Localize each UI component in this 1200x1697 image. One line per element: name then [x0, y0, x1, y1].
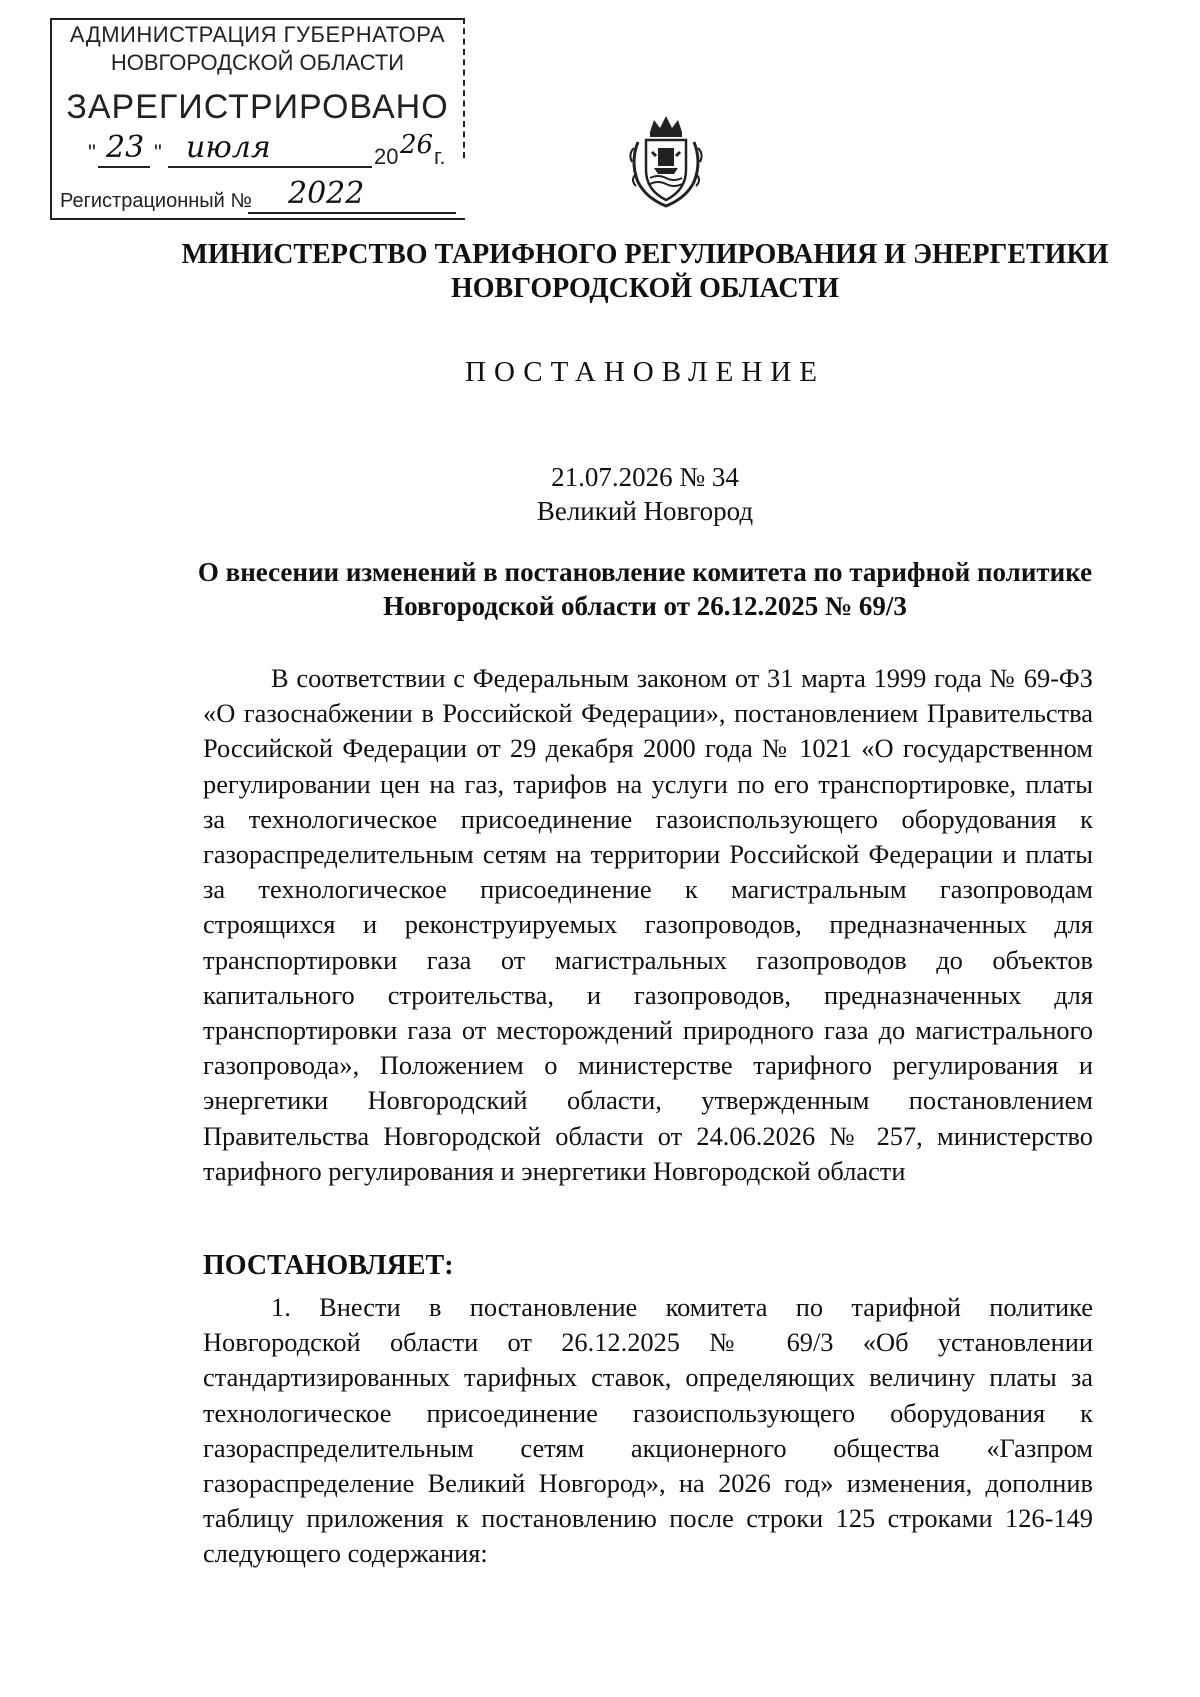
stamp-reg-label: Регистрационный № [60, 190, 252, 212]
novgorod-coat-of-arms-icon [628, 112, 704, 210]
stamp-border-bottom [50, 218, 465, 220]
document-type: ПОСТАНОВЛЕНИЕ [465, 356, 825, 388]
stamp-reg-number: 2022 [288, 176, 365, 211]
document-title [180, 555, 1110, 623]
stamp-month: июля [186, 130, 271, 165]
stamp-registration-number [60, 176, 460, 218]
stamp-month-rule [168, 166, 372, 168]
stamp-day: 23 [106, 130, 145, 165]
stamp-status: ЗАРЕГИСТРИРОВАНО [66, 88, 449, 126]
decree-heading: ПОСТАНОВЛЯЕТ: [203, 1250, 454, 1281]
ministry-line1: МИНИСТЕРСТВО ТАРИФНОГО РЕГУЛИРОВАНИЯ И ЭНЕРГЕТИКИ [181, 239, 1109, 270]
ministry-line2: НОВГОРОДСКОЙ ОБЛАСТИ [450, 273, 840, 304]
document-city: Великий Новгород [536, 496, 754, 526]
document-title-line1: О внесении изменений в постановление комитета по тарифной политике [197, 557, 1093, 587]
document-date-block [180, 460, 1110, 528]
document-date-number: 21.07.2026 № 34 [551, 462, 739, 492]
preamble-paragraph: В соответствии с Федеральным законом от 31 марта 1999 года № 69-ФЗ «О газоснабжении в Российской Федерации», постановлением Правительства Российской Федерации от 29 декабря 2000 года № 1021 «О государственном регулировании цен на газ, тарифов на услуги по его транспортировке, платы за технологическое присоединение газоиспользующего оборудования к газораспределительным сетям на территории Российской Федерации и платы за технологическое присоединение к магистральным газопроводам строящихся и реконструируемых газопроводов, предназначенных для транспортировки газа от магистральных газопроводов до объектов капитального строительства, и газопроводов, предназначенных для транспортировки газа от месторождений природного газа до магистрального газопровода», Положением о министерстве тарифного регулирования и энергетики Новгородский области, утвержденным постановлением Правительства Новгородской области от 24.06.2026 № 257, министерство тарифного регулирования и энергетики Новгородской области [203, 663, 1093, 1186]
decree-items [203, 1290, 1093, 1572]
stamp-date-quote-open: " [88, 140, 96, 165]
stamp-year-prefix: 20 [374, 144, 399, 169]
document-body [203, 661, 1093, 1189]
stamp-date-quote-close: " [154, 140, 162, 165]
stamp-day-rule [98, 166, 150, 168]
stamp-org-line1: АДМИНИСТРАЦИЯ ГУБЕРНАТОРА [69, 22, 446, 47]
stamp-date [88, 130, 458, 174]
stamp-year-unit: г. [434, 144, 446, 169]
stamp-reg-rule [248, 212, 456, 214]
stamp-border-top [50, 18, 465, 20]
document-title-line2: Новгородской области от 26.12.2025 № 69/3 [383, 591, 907, 621]
decree-item-1: 1. Внести в постановление комитета по тарифной политике Новгородской области от 26.12.2025 № 69/3 «Об установлении стандартизированных тарифных ставок, определяющих величину платы за технологическое присоединение газоиспользующего оборудования к газораспределительным сетям акционерного общества «Газпром газораспределение Великий Новгород», на 2026 год» изменения, дополнив таблицу приложения к постановлению после строки 125 строками 126-149 следующего содержания: [203, 1292, 1093, 1569]
registration-stamp [50, 18, 465, 220]
stamp-org-line2: НОВГОРОДСКОЙ ОБЛАСТИ [110, 50, 405, 75]
stamp-year-suffix: 26 [400, 130, 434, 160]
ministry-name [180, 238, 1110, 306]
